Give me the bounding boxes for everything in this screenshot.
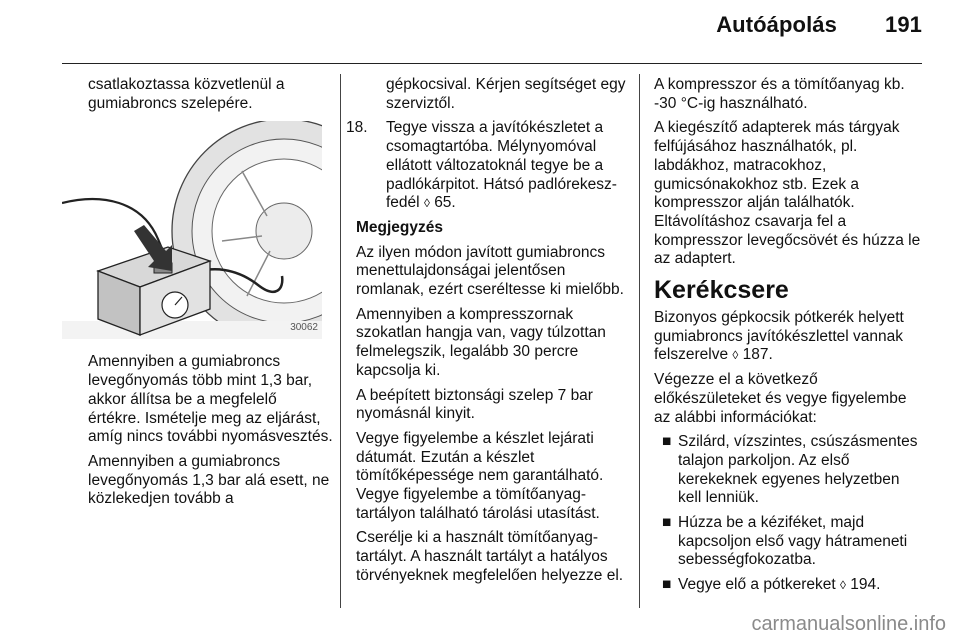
bullet-item (654, 433, 926, 508)
adapters-text: A kiegészítő adapterek más tárgyak felfújásához használhatók, pl. labdákhoz, matracokhoz, gumicsónakokhoz stb. Ezek a kompresszor alján találhatók. Eltávolításhoz csavarja fel a kompresszor levegőcsövét és húzza le az adaptert. (654, 119, 921, 268)
pressure-above-text: Amennyiben a gumiabroncs levegőnyomás több mint 1,3 bar, akkor állítsa be a megfelelő értékre. Ismételje meg az eljárást, amíg nincs további nyomásvesztés. (88, 353, 333, 446)
expiry-text: Vegye figyelembe a készlet lejárati dátumát. Ezután a készlet tömítőképessége nem garantálható. Vegye figyelembe a tömítőanyag-tartályon található tárolási utasítást. (356, 429, 604, 522)
temperature-text: A kompresszor és a tömítőanyag kb. -30 °C-ig használható. (654, 76, 905, 112)
bullet-ref: 194. (850, 576, 881, 594)
replace-container-text: Cserélje ki a használt tömítőanyag-tartályt. A használt tartályt a hatályos törvényeknek megfelelően helyezze el. (356, 529, 624, 584)
bullet-item (654, 514, 926, 570)
bullet-icon: ■ (662, 433, 672, 451)
spare-wheel-intro-text: Bizonyos gépkocsik pótkerék helyett gumiabroncs javítókészlettel vannak felszerelve (654, 309, 904, 364)
compressor-figure (62, 121, 322, 339)
column-divider-1 (340, 74, 341, 608)
section-title: Kerékcsere (654, 276, 789, 305)
cross-reference-icon: ◊ (732, 348, 739, 363)
bullet-text: Szilárd, vízszintes, csúszásmentes talajon parkoljon. Az első kerekeknek egyenes helyzetben kell lenniük. (678, 433, 918, 507)
preparation-text: Végezze el a következő előkészületeket és vegye figyelembe az alábbi információkat: (654, 371, 907, 426)
compressor-illustration (62, 121, 322, 339)
bullet-text: Vegye elő a pótkereket (678, 576, 836, 594)
step-number: 18. (346, 119, 368, 137)
step-18-ref: 65. (434, 194, 456, 212)
watermark: carmanualsonline.info (751, 613, 946, 635)
cross-reference-icon: ◊ (423, 196, 430, 211)
column-divider-2 (639, 74, 640, 608)
page-header (716, 12, 922, 38)
safety-valve-text: A beépített biztonsági szelep 7 bar nyomásnál kinyit. (356, 386, 593, 423)
bullet-icon: ■ (662, 576, 672, 594)
page-number: 191 (884, 12, 922, 37)
intro-text: csatlakoztassa közvetlenül a gumiabroncs szelepére. (88, 76, 285, 112)
column-2 (346, 76, 626, 592)
note-heading: Megjegyzés (356, 218, 444, 236)
header-rule (62, 63, 922, 64)
spare-wheel-ref: 187. (742, 346, 773, 364)
cross-reference-icon: ◊ (840, 578, 846, 593)
step-18-text: Tegye vissza a javítókészletet a csomagtartóba. Mélynyomóval ellátott változatoknál tegye be a padlókárpitot. Hátsó padlórekesz-fedél (386, 119, 617, 212)
column-1 (88, 76, 333, 515)
bullet-item (654, 576, 926, 595)
figure-number: 30062 (290, 321, 318, 333)
column-3 (654, 76, 926, 601)
continued-text: gépkocsival. Kérjen segítséget egy szerviztől. (386, 76, 626, 112)
pressure-below-text: Amennyiben a gumiabroncs levegőnyomás 1,3 bar alá esett, ne közlekedjen tovább a (88, 452, 330, 508)
note-text: Az ilyen módon javított gumiabroncs menettulajdonságai jelentősen romlanak, ezért cseréltesse ki mielőbb. (356, 243, 624, 299)
bullet-icon: ■ (662, 514, 672, 532)
bullet-text: Húzza be a kéziféket, majd kapcsoljon első vagy hátrameneti sebességfokozatba. (678, 514, 908, 569)
compressor-noise-text: Amennyiben a kompresszornak szokatlan hangja van, vagy túlzottan felmelegszik, legalább 30 percre kapcsolja ki. (356, 305, 606, 379)
header-title: Autóápolás (716, 12, 837, 37)
step-18 (346, 119, 626, 213)
spare-wheel-intro (654, 309, 926, 365)
